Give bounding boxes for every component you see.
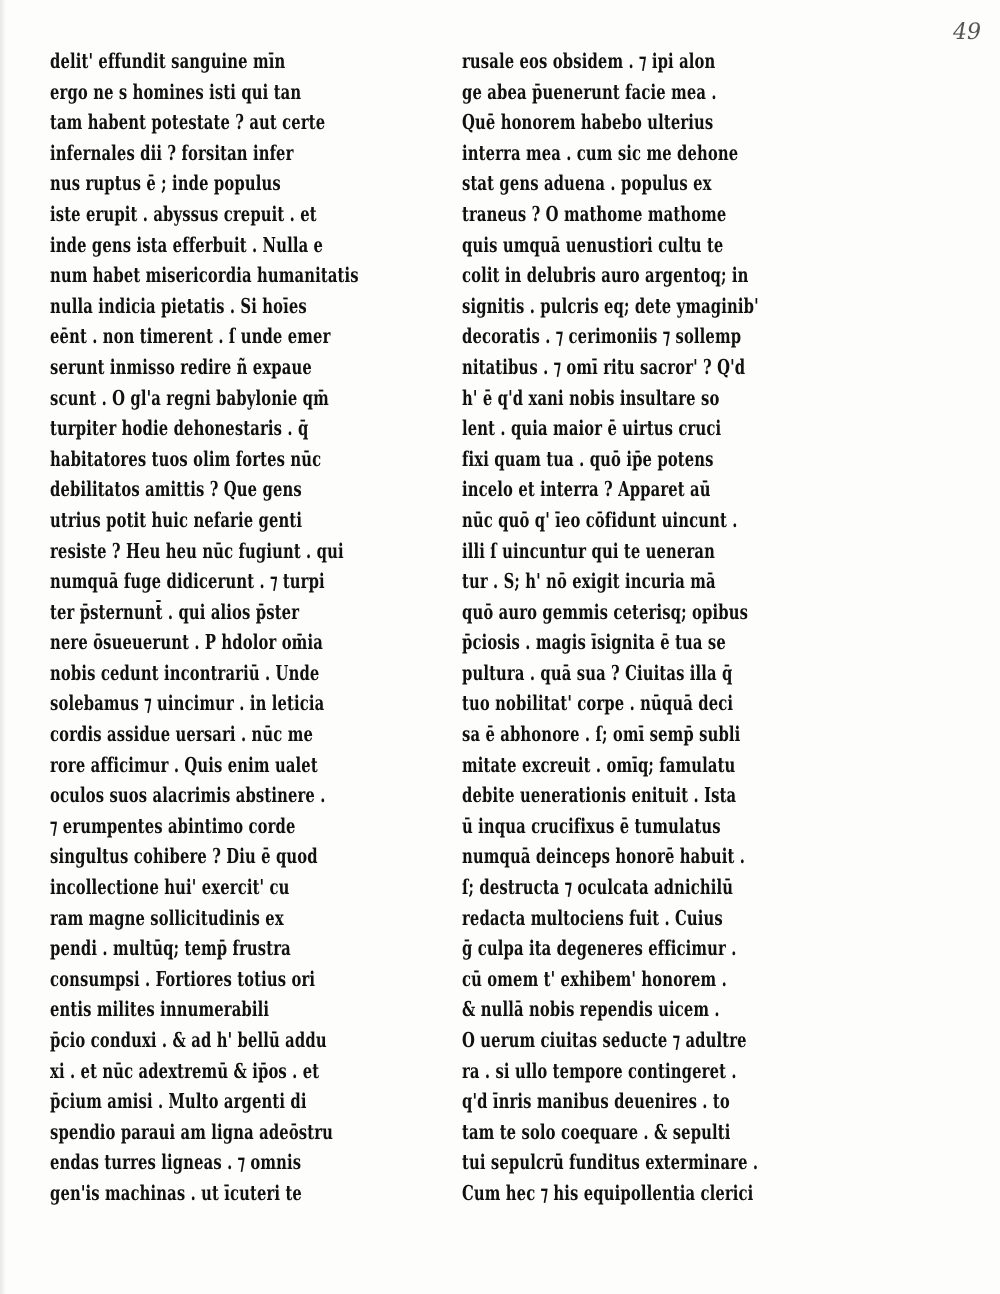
text-line: ra . si ullo tempore contingeret . xyxy=(462,1058,737,1083)
text-line: consumpsi . Fortiores totius ori xyxy=(50,966,316,991)
text-line: delit' effundit sanguine mīn xyxy=(50,49,286,73)
text-line: iste erupit . abyssus crepuit . et xyxy=(50,201,317,226)
text-line: habitatores tuos olim fortes nūc xyxy=(50,446,322,471)
text-line: tui sepulcrū funditus exterminare . xyxy=(462,1150,759,1175)
text-line: signitis . pulcris eq; dete ymaginib' xyxy=(462,293,759,318)
text-line: fixi quam tua . quō ip̄e potens xyxy=(462,446,714,471)
text-line: nere ōsueuerunt . P hdolor om̄ia xyxy=(50,630,323,655)
text-line: quō auro gemmis ceterisq; opibus xyxy=(462,599,749,624)
text-line: nus ruptus ē ; inde populus xyxy=(50,171,281,196)
text-line: nobis cedunt incontrariū . Unde xyxy=(50,660,320,685)
text-line: tur . S; h' nō exigit incuria mā xyxy=(462,569,716,594)
text-line: redacta multociens fuit . Cuius xyxy=(462,905,723,930)
text-line: quis umquā uenustiori cultu te xyxy=(462,232,724,257)
text-line: ſ; destructa ⁊ oculcata adnichilū xyxy=(462,875,734,900)
text-line: resiste ? Heu heu nūc fugiunt . qui xyxy=(50,538,344,563)
text-line: entis milites innumerabili xyxy=(50,997,270,1022)
text-line: decoratis . ⁊ cerimoniis ⁊ sollemp xyxy=(462,324,742,349)
text-line: pendi . multūq; temp̄ frustra xyxy=(50,936,291,961)
text-line: traneus ? O mathome mathome xyxy=(462,201,727,226)
text-line: ⁊ erumpentes abintimo corde xyxy=(50,813,296,838)
text-line: sa ē abhonore . ſ; omī semp̄ subli xyxy=(462,722,741,747)
text-line: rore afficimur . Quis enim ualet xyxy=(50,752,318,777)
text-line: tam habent potestate ? aut certe xyxy=(50,110,326,135)
text-line: Cum hec ⁊ his equipollentia clerici xyxy=(462,1180,754,1205)
text-line: interra mea . cum sic me dehone xyxy=(462,140,739,165)
text-line: ū inqua crucifixus ē tumulatus xyxy=(462,813,721,838)
text-line: tam te solo coequare . & sepulti xyxy=(462,1119,731,1144)
text-line: p̄cio conduxi . & ad h' bellū addu xyxy=(50,1028,327,1052)
text-line: illi ſ uincuntur qui te ueneran xyxy=(462,538,715,563)
text-line: q'd īnris manibus deuenires . to xyxy=(462,1089,730,1114)
page-edge-shadow xyxy=(0,0,6,1294)
text-line: serunt inmisso redire ñ expaue xyxy=(50,354,312,379)
text-line: p̄cium amisi . Multo argenti di xyxy=(50,1089,307,1114)
text-line: oculos suos alacrimis abstinere . xyxy=(50,783,326,808)
text-line: ram magne sollicitudinis ex xyxy=(50,905,284,930)
text-line: nulla indicia pietatis . Si hoīes xyxy=(50,293,307,318)
text-line: numquā deinceps honorē habuit . xyxy=(462,844,746,869)
text-line: mitate excreuit . omīq; famulatu xyxy=(462,752,736,777)
right-text-column xyxy=(462,46,862,1209)
text-line: stat gens aduena . populus ex xyxy=(462,171,712,196)
text-line: rusale eos obsidem . ⁊ ipi alon xyxy=(462,49,716,73)
text-line: incollectione hui' exercit' cu xyxy=(50,875,290,900)
text-line: infernales dii ? forsitan infer xyxy=(50,140,294,165)
text-line: debite uenerationis enituit . Ista xyxy=(462,783,737,808)
text-line: ge abea p̄uenerunt facie mea . xyxy=(462,79,717,104)
text-line: debilitatos amittis ? Que gens xyxy=(50,477,302,502)
text-line: gen'is machinas . ut īcuteri te xyxy=(50,1180,302,1205)
text-line: singultus cohibere ? Diu ē quod xyxy=(50,844,318,869)
text-line: nitatibus . ⁊ omī ritu sacror' ? Q'd xyxy=(462,354,746,379)
text-line: spendio paraui am ligna adeōstru xyxy=(50,1119,334,1144)
text-line: & nullā nobis rependis uicem . xyxy=(462,997,720,1022)
text-line: ter p̄sternunt̄ . qui alios p̄ster xyxy=(50,599,300,624)
text-line: pultura . quā sua ? Ciuitas illa q̄ xyxy=(462,660,733,685)
text-line: utrius potit huic nefarie genti xyxy=(50,507,303,532)
text-line: incelo et interra ? Apparet aū xyxy=(462,477,711,502)
text-line: Quē honorem habebo ulterius xyxy=(462,110,714,135)
text-line: turpiter hodie dehonestaris . q̄ xyxy=(50,416,309,441)
text-line: nūc quō q' īeo cōfidunt uincunt . xyxy=(462,507,738,532)
text-line: xi . et nūc adextremū & ip̄os . et xyxy=(50,1058,320,1083)
text-line: endas turres ligneas . ⁊ omnis xyxy=(50,1150,302,1175)
text-line: p̄ciosis . magis īsignita ē tua se xyxy=(462,630,726,655)
text-line: cū omem t' exhibem' honorem . xyxy=(462,966,727,991)
text-line: h' ē q'd xani nobis insultare so xyxy=(462,385,720,410)
text-line: num habet misericordia humanitatis xyxy=(50,263,359,288)
text-line: ḡ culpa ita degeneres efficimur . xyxy=(462,936,737,961)
left-text-column xyxy=(50,46,450,1209)
text-line: scunt . O gl'a regni babylonie qm̄ xyxy=(50,385,329,410)
text-line: numquā fuge didicerunt . ⁊ turpi xyxy=(50,569,325,594)
text-line: ergo ne s homines isti qui tan xyxy=(50,79,302,104)
text-line: solebamus ⁊ uincimur . in leticia xyxy=(50,691,325,716)
text-line: inde gens ista efferbuit . Nulla e xyxy=(50,232,324,257)
text-line: eēnt . non timerent . ſ unde emer xyxy=(50,324,331,349)
folio-number: 49 xyxy=(953,20,981,45)
text-line: cordis assidue uersari . nūc me xyxy=(50,722,313,747)
text-line: colit in delubris auro argentoq; in xyxy=(462,263,749,288)
text-line: O uerum ciuitas seducte ⁊ adultre xyxy=(462,1028,747,1052)
text-line: tuo nobilitat' corpe . nūquā deci xyxy=(462,691,734,716)
text-line: lent . quia maior ē uirtus cruci xyxy=(462,416,722,441)
